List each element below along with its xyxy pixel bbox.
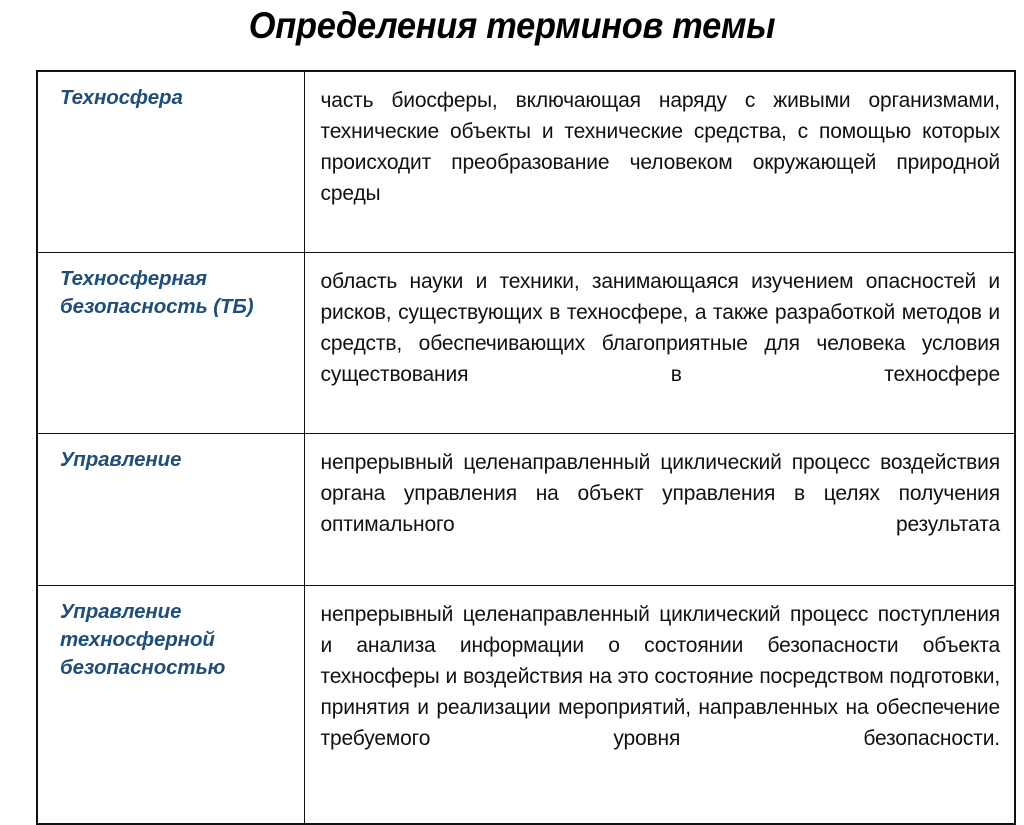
term-label: Управление [60, 448, 182, 471]
table-row [37, 434, 1015, 586]
definition-text: область науки и техники, занимающаяся изучением опасностей и рисков, существующих в техносфере, а также разработкой методов и средств, обеспечивающих благоприятные для человека условия существования в техносфере [320, 270, 1000, 386]
table-row [37, 586, 1015, 825]
table-row [37, 253, 1015, 434]
definitions-table [36, 70, 1016, 825]
term-cell [37, 586, 304, 825]
term-label: Управление техносферной безопасностью [60, 600, 226, 679]
table-row [37, 71, 1015, 253]
definition-cell [304, 434, 1015, 586]
term-cell [37, 253, 304, 434]
definition-text: непрерывный целенаправленный циклический процесс поступления и анализа информации о состоянии безопасности объекта техносферы и воздействия на это состояние посредством подготовки, принятия и реализации мероприятий, направленных на обеспечение требуемого уровня безопасности. [320, 603, 1000, 750]
definition-cell [304, 71, 1015, 253]
definition-cell [304, 586, 1015, 825]
page-title: Определения терминов темы [248, 5, 776, 46]
term-label: Техносферная безопасность (ТБ) [60, 267, 254, 318]
table-body [37, 71, 1015, 824]
definition-cell [304, 253, 1015, 434]
definition-text: часть биосферы, включающая наряду с живыми организмами, технические объекты и технические средства, с помощью которых происходит преобразование человеком окружающей природной среды [320, 89, 1000, 205]
term-cell [37, 434, 304, 586]
definition-text: непрерывный целенаправленный циклический процесс воздействия органа управления на объект управления в целях получения оптимального результата [320, 451, 1000, 536]
term-label: Техносфера [60, 86, 183, 109]
term-cell [37, 71, 304, 253]
